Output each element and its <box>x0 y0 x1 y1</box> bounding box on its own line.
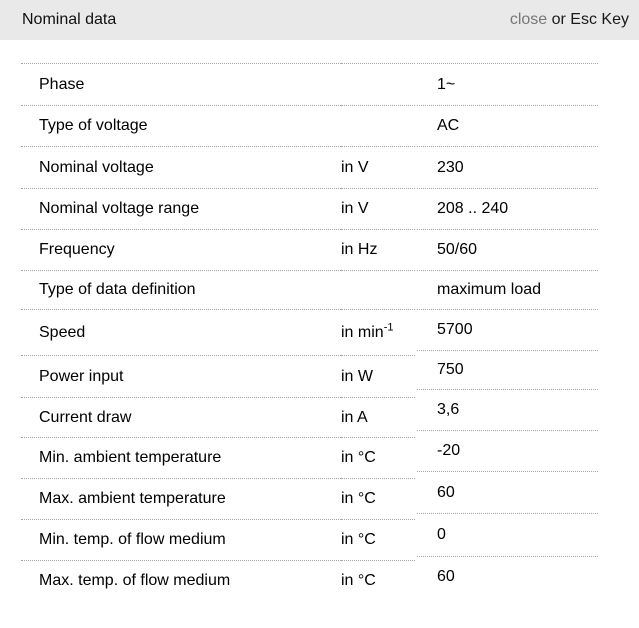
row-label: Max. temp. of flow medium <box>39 571 231 589</box>
row-label: Nominal voltage <box>21 147 341 189</box>
row-value: 208 .. 240 <box>417 189 598 230</box>
row-value: 1~ <box>417 64 598 106</box>
table-row <box>21 356 415 398</box>
table-row <box>21 398 415 438</box>
row-unit: in W <box>341 356 415 398</box>
table-row <box>417 351 598 390</box>
row-unit <box>341 64 415 106</box>
row-value: maximum load <box>417 271 598 310</box>
values-table <box>417 63 598 597</box>
row-value: 3,6 <box>417 390 598 431</box>
table-row <box>417 106 598 147</box>
table-row <box>417 271 598 310</box>
row-unit: in °C <box>341 438 415 479</box>
table-row <box>417 557 598 597</box>
row-value: 60 <box>437 567 455 585</box>
labels-units-table <box>21 63 415 601</box>
table-row <box>417 472 598 514</box>
table-row <box>417 431 598 472</box>
table-row <box>417 390 598 431</box>
table-row <box>417 230 598 271</box>
table-row <box>21 310 415 356</box>
row-label: Current draw <box>21 398 341 438</box>
row-unit: in A <box>341 398 415 438</box>
table-row <box>417 189 598 230</box>
row-label: Min. ambient temperature <box>21 438 341 479</box>
table-row <box>21 438 415 479</box>
row-label: Frequency <box>21 230 341 271</box>
table-row <box>21 479 415 520</box>
row-label: Min. temp. of flow medium <box>21 520 341 561</box>
table-row <box>417 310 598 351</box>
row-unit: in V <box>341 189 415 230</box>
table-row <box>417 514 598 557</box>
row-value: 60 <box>417 472 598 514</box>
table-row <box>21 271 415 310</box>
row-value: 230 <box>417 147 598 189</box>
row-unit: in °C <box>341 520 415 561</box>
table-row <box>21 189 415 230</box>
table-row <box>21 106 415 147</box>
values-body <box>417 64 598 597</box>
row-value: -20 <box>417 431 598 472</box>
dialog-title: Nominal data <box>22 11 117 28</box>
row-unit: in °C <box>341 479 415 520</box>
row-unit: in $\min^{-1}$ <box>341 310 415 356</box>
row-unit <box>341 106 415 147</box>
table-row <box>417 64 598 106</box>
row-label: Type of voltage <box>21 106 341 147</box>
row-label: Phase <box>21 64 341 106</box>
dialog-header <box>0 0 639 40</box>
row-label: Type of data definition <box>21 271 341 310</box>
table-row <box>417 147 598 189</box>
row-value: AC <box>417 106 598 147</box>
row-value: 5700 <box>417 310 598 351</box>
row-value: 50/60 <box>417 230 598 271</box>
row-unit: in Hz <box>341 230 415 271</box>
table-row <box>21 520 415 561</box>
close-button[interactable]: close <box>509 11 548 28</box>
labels-units-body <box>21 64 415 601</box>
row-label: Power input <box>21 356 341 398</box>
row-value: 0 <box>417 514 598 557</box>
table-row <box>21 147 415 189</box>
row-unit <box>341 271 415 310</box>
table-row <box>21 64 415 106</box>
row-label: Speed <box>21 310 341 356</box>
close-area <box>510 11 629 29</box>
esc-key-hint: or Esc Key <box>547 11 629 28</box>
table-row <box>21 230 415 271</box>
row-label: Nominal voltage range <box>21 189 341 230</box>
unit-superscript: -1 <box>383 321 394 334</box>
row-label: Max. ambient temperature <box>21 479 341 520</box>
row-value: 750 <box>417 351 598 390</box>
table-row <box>21 561 415 601</box>
dialog-content <box>0 63 639 601</box>
row-unit: in °C <box>341 571 376 589</box>
row-unit: in V <box>341 147 415 189</box>
